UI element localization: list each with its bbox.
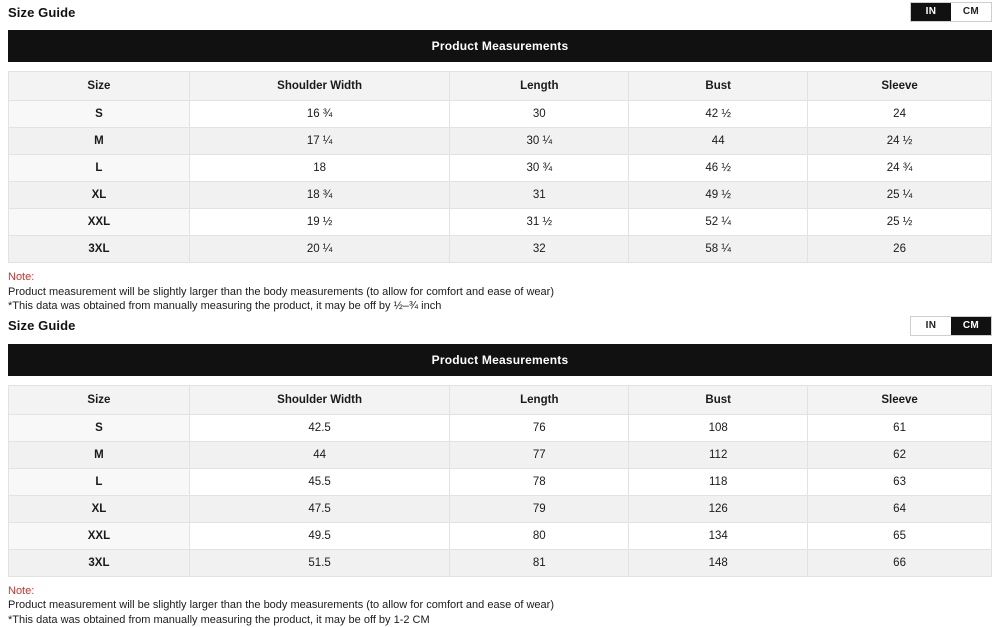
table-row xyxy=(9,128,992,155)
cell-sleeve: 66 xyxy=(808,549,992,576)
cell-shoulder: 19 ½ xyxy=(189,209,450,236)
table-row xyxy=(9,468,992,495)
note-inches xyxy=(8,270,992,314)
cell-shoulder: 44 xyxy=(189,441,450,468)
cell-size: M xyxy=(9,128,190,155)
size-guide-header-inches xyxy=(8,0,992,24)
cell-length: 81 xyxy=(450,549,629,576)
cell-bust: 58 ¼ xyxy=(629,236,808,263)
cell-size: XL xyxy=(9,182,190,209)
cell-size: L xyxy=(9,155,190,182)
table-row xyxy=(9,155,992,182)
cell-size: XXL xyxy=(9,522,190,549)
column-header-shoulder-width: Shoulder Width xyxy=(189,72,450,101)
cell-shoulder: 51.5 xyxy=(189,549,450,576)
size-guide-block-cm xyxy=(8,314,992,627)
note-label: Note: xyxy=(8,271,35,283)
cell-shoulder: 16 ¾ xyxy=(189,101,450,128)
cell-length: 30 xyxy=(450,101,629,128)
table-row xyxy=(9,209,992,236)
cell-sleeve: 24 ½ xyxy=(808,128,992,155)
cell-length: 32 xyxy=(450,236,629,263)
column-header-sleeve: Sleeve xyxy=(808,72,992,101)
column-header-bust: Bust xyxy=(629,72,808,101)
table-header-row xyxy=(9,385,992,414)
product-measurements-banner-inches: Product Measurements xyxy=(8,30,992,62)
size-guide-block-inches xyxy=(8,0,992,314)
column-header-length: Length xyxy=(450,72,629,101)
note-cm xyxy=(8,584,992,627)
column-header-sleeve: Sleeve xyxy=(808,385,992,414)
cell-shoulder: 18 xyxy=(189,155,450,182)
page-title-inches: Size Guide xyxy=(8,4,76,20)
cell-length: 80 xyxy=(450,522,629,549)
cell-size: M xyxy=(9,441,190,468)
cell-length: 78 xyxy=(450,468,629,495)
cell-size: S xyxy=(9,101,190,128)
note-line-2: *This data was obtained from manually measuring the product, it may be off by 1-2 CM xyxy=(8,613,430,626)
cell-size: S xyxy=(9,414,190,441)
cell-bust: 148 xyxy=(629,549,808,576)
cell-sleeve: 25 ¼ xyxy=(808,182,992,209)
size-table-inches xyxy=(8,71,992,263)
table-row xyxy=(9,522,992,549)
cell-sleeve: 61 xyxy=(808,414,992,441)
cell-shoulder: 45.5 xyxy=(189,468,450,495)
cell-shoulder: 49.5 xyxy=(189,522,450,549)
unit-toggle-cm[interactable] xyxy=(910,316,992,336)
note-label: Note: xyxy=(8,584,35,597)
cell-shoulder: 17 ¼ xyxy=(189,128,450,155)
column-header-size: Size xyxy=(9,385,190,414)
unit-button-cm-inches[interactable]: CM xyxy=(951,3,991,21)
cell-size: XL xyxy=(9,495,190,522)
product-measurements-banner-cm: Product Measurements xyxy=(8,344,992,376)
cell-sleeve: 24 ¾ xyxy=(808,155,992,182)
cell-shoulder: 42.5 xyxy=(189,414,450,441)
cell-sleeve: 63 xyxy=(808,468,992,495)
cell-bust: 118 xyxy=(629,468,808,495)
column-header-shoulder-width: Shoulder Width xyxy=(189,385,450,414)
cell-shoulder: 47.5 xyxy=(189,495,450,522)
cell-size: XXL xyxy=(9,209,190,236)
table-row xyxy=(9,495,992,522)
unit-button-in-inches[interactable]: IN xyxy=(911,3,951,21)
size-guide-header-cm xyxy=(8,314,992,338)
cell-bust: 44 xyxy=(629,128,808,155)
cell-bust: 46 ½ xyxy=(629,155,808,182)
table-row xyxy=(9,441,992,468)
cell-shoulder: 20 ¼ xyxy=(189,236,450,263)
column-header-size: Size xyxy=(9,72,190,101)
table-row xyxy=(9,101,992,128)
cell-bust: 126 xyxy=(629,495,808,522)
note-line-1: Product measurement will be slightly larger than the body measurements (to allow for comfort and ease of wear) xyxy=(8,599,554,612)
cell-bust: 52 ¼ xyxy=(629,209,808,236)
note-line-2: *This data was obtained from manually measuring the product, it may be off by ½–¾ inch xyxy=(8,300,442,313)
cell-size: 3XL xyxy=(9,236,190,263)
cell-bust: 134 xyxy=(629,522,808,549)
column-header-bust: Bust xyxy=(629,385,808,414)
cell-length: 77 xyxy=(450,441,629,468)
table-row xyxy=(9,236,992,263)
cell-bust: 42 ½ xyxy=(629,101,808,128)
cell-sleeve: 62 xyxy=(808,441,992,468)
cell-length: 79 xyxy=(450,495,629,522)
cell-sleeve: 24 xyxy=(808,101,992,128)
table-row xyxy=(9,182,992,209)
cell-length: 31 ½ xyxy=(450,209,629,236)
cell-length: 76 xyxy=(450,414,629,441)
cell-bust: 49 ½ xyxy=(629,182,808,209)
page-title-cm: Size Guide xyxy=(8,318,76,334)
cell-length: 30 ¾ xyxy=(450,155,629,182)
cell-sleeve: 25 ½ xyxy=(808,209,992,236)
table-row xyxy=(9,549,992,576)
note-line-1: Product measurement will be slightly larger than the body measurements (to allow for comfort and ease of wear) xyxy=(8,285,554,298)
size-table-cm xyxy=(8,385,992,577)
cell-bust: 112 xyxy=(629,441,808,468)
unit-button-cm-cm[interactable]: CM xyxy=(951,317,991,335)
cell-bust: 108 xyxy=(629,414,808,441)
unit-button-in-cm[interactable]: IN xyxy=(911,317,951,335)
cell-length: 31 xyxy=(450,182,629,209)
table-row xyxy=(9,414,992,441)
cell-size: 3XL xyxy=(9,549,190,576)
table-header-row xyxy=(9,72,992,101)
cell-sleeve: 64 xyxy=(808,495,992,522)
cell-sleeve: 65 xyxy=(808,522,992,549)
unit-toggle-inches[interactable] xyxy=(910,2,992,22)
cell-shoulder: 18 ¾ xyxy=(189,182,450,209)
cell-sleeve: 26 xyxy=(808,236,992,263)
column-header-length: Length xyxy=(450,385,629,414)
cell-size: L xyxy=(9,468,190,495)
cell-length: 30 ¼ xyxy=(450,128,629,155)
